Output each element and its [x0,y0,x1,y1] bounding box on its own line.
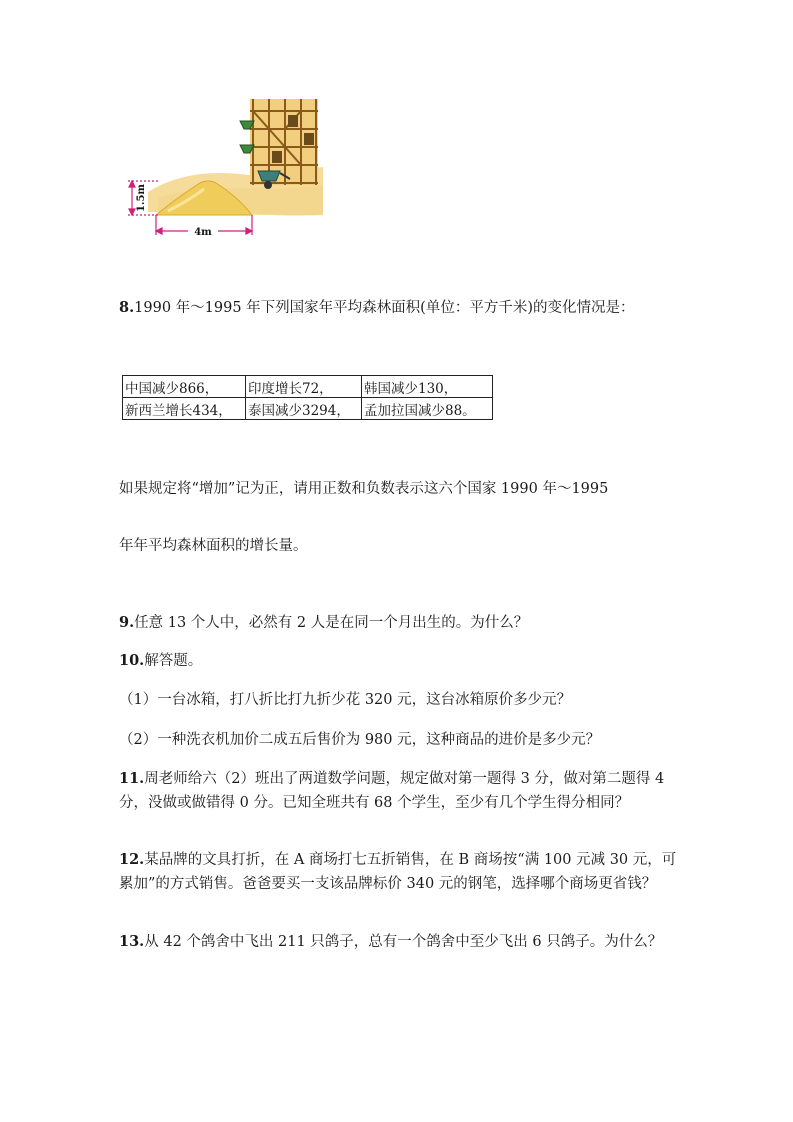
forest-change-table [122,375,493,420]
table-row [123,376,493,398]
question-8 [119,297,634,319]
question-number: 8. [119,299,135,316]
question-10 [119,650,202,672]
question-10-sub-2: （2）一种洗衣机加价二成五后售价为 980 元，这种商品的进价是多少元？ [119,732,601,748]
table-cell: 韩国减少130， [362,376,493,398]
sand-pile-figure [128,97,323,240]
question-12 [119,848,679,896]
table-cell: 印度增长72， [246,376,362,398]
question-text: 某品牌的文具打折，在 A 商场打七五折销售，在 B 商场按“满 100 元减 30 元，可累加”的方式销售。爸爸要买一支该品牌标价 340 元的钢笔，选择哪个商场更省钱？ [119,852,677,892]
question-11 [119,767,679,815]
question-number: 10. [119,652,145,669]
question-text: 解答题。 [144,653,203,669]
table-cell: 泰国减少3294， [246,398,362,420]
question-10-sub-1: （1）一台冰箱，打八折比打九折少花 320 元，这台冰箱原价多少元？ [119,692,572,708]
question-number: 9. [119,614,135,631]
question-text: 任意 13 个人中，必然有 2 人是在同一个月出生的。为什么？ [134,615,529,631]
height-label: 1.5m [136,184,147,212]
question-number: 12. [119,851,145,868]
table-cell: 孟加拉国减少88。 [362,398,493,420]
question-9 [119,612,528,634]
question-number: 11. [119,770,145,787]
q8-instruction-line2: 年年平均森林面积的增长量。 [119,538,308,554]
table-cell: 新西兰增长434， [123,398,246,420]
q8-instruction-line1: 如果规定将“增加”记为正，请用正数和负数表示这六个国家 1990 年～1995 [119,481,609,497]
table-cell: 中国减少866， [123,376,246,398]
table-row [123,398,493,420]
base-label: 4m [194,227,212,238]
question-text: 1990 年～1995 年下列国家年平均森林面积(单位：平方千米)的变化情况是： [134,300,635,316]
question-number: 13. [119,933,145,950]
question-text: 周老师给六（2）班出了两道数学问题，规定做对第一题得 3 分，做对第二题得 4 分，没做或做错得 0 分。已知全班共有 68 个学生，至少有几个学生得分相同？ [119,771,665,811]
question-text: 从 42 个鸽舍中飞出 211 只鸽子，总有一个鸽舍中至少飞出 6 只鸽子。为什么？ [144,934,663,950]
question-13 [119,930,679,954]
